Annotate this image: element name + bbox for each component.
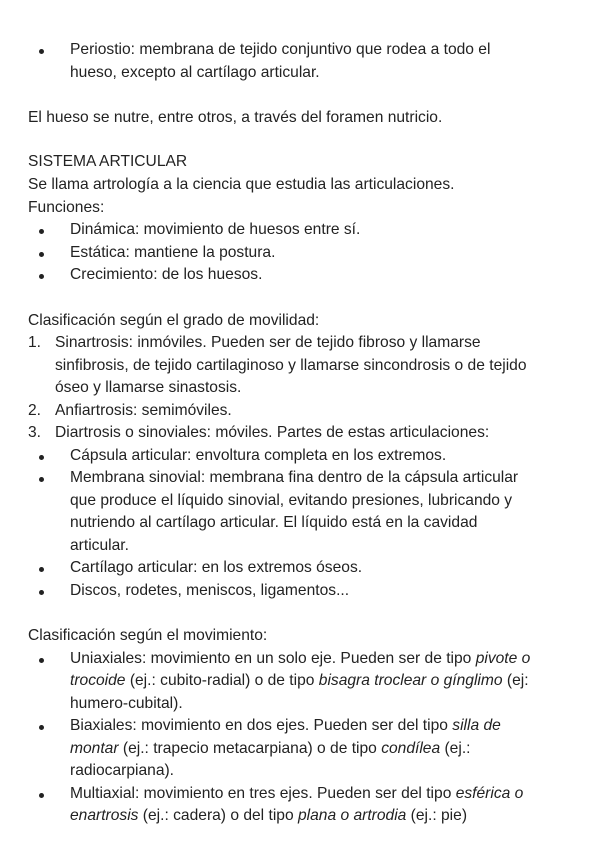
diarthrosis-part-line: nutriendo al cartílago articular. El líquido está en la cavidad <box>70 514 478 531</box>
list-number: 1. <box>28 334 42 351</box>
mobility-item-line: Diartrosis o sinoviales: móviles. Partes de estas articulaciones: <box>55 424 490 441</box>
function-item: Crecimiento: de los huesos. <box>70 266 263 283</box>
mobility-item-line: Anfiartrosis: semimóviles. <box>55 402 232 419</box>
uniaxial-line-3: humero-cubital). <box>70 695 183 712</box>
list-number: 2. <box>28 402 42 419</box>
function-item: Dinámica: movimiento de huesos entre sí. <box>70 221 361 238</box>
nutrition-paragraph: El hueso se nutre, entre otros, a través del foramen nutricio. <box>28 109 443 126</box>
mobility-item-line: óseo y llamarse sinastosis. <box>55 379 242 396</box>
uniaxial-line-1: Uniaxiales: movimiento en un solo eje. Pueden ser de tipo pivote o <box>70 650 531 667</box>
biaxial-line-3: radiocarpiana). <box>70 762 175 779</box>
movement-heading: Clasificación según el movimiento: <box>28 627 268 644</box>
multiaxial-line-1: Multiaxial: movimiento en tres ejes. Pueden ser del tipo esférica o <box>70 785 524 802</box>
diarthrosis-part-line: Membrana sinovial: membrana fina dentro de la cápsula articular <box>70 469 519 486</box>
periosteum-line-1: Periostio: membrana de tejido conjuntivo que rodea a todo el <box>70 41 491 58</box>
diarthrosis-part-line: Discos, rodetes, meniscos, ligamentos... <box>70 582 350 599</box>
diarthrosis-part-line: Cartílago articular: en los extremos óseos. <box>70 559 363 576</box>
mobility-heading: Clasificación según el grado de movilidad: <box>28 312 320 329</box>
functions-label: Funciones: <box>28 199 105 216</box>
mobility-item-line: sinfibrosis, de tejido cartilaginoso y llamarse sincondrosis o de tejido <box>55 357 527 374</box>
multiaxial-line-2: enartrosis (ej.: cadera) o del tipo plana o artrodia (ej.: pie) <box>70 807 468 824</box>
section-heading: SISTEMA ARTICULAR <box>28 153 188 170</box>
diarthrosis-part-line: Cápsula articular: envoltura completa en los extremos. <box>70 447 447 464</box>
uniaxial-line-2: trocoide (ej.: cubito-radial) o de tipo bisagra troclear o gínglimo (ej: <box>70 672 529 689</box>
diarthrosis-part-line: que produce el líquido sinovial, evitando presiones, lubricando y <box>70 492 513 509</box>
section-intro: Se llama artrología a la ciencia que estudia las articulaciones. <box>28 176 455 193</box>
list-number: 3. <box>28 424 42 441</box>
biaxial-line-1: Biaxiales: movimiento en dos ejes. Pueden ser del tipo silla de <box>70 717 501 734</box>
periosteum-line-2: hueso, excepto al cartílago articular. <box>70 64 320 81</box>
function-item: Estática: mantiene la postura. <box>70 244 276 261</box>
biaxial-line-2: montar (ej.: trapecio metacarpiana) o de tipo condílea (ej.: <box>70 740 471 757</box>
diarthrosis-part-line: articular. <box>70 537 129 554</box>
mobility-item-line: Sinartrosis: inmóviles. Pueden ser de tejido fibroso y llamarse <box>55 334 481 351</box>
